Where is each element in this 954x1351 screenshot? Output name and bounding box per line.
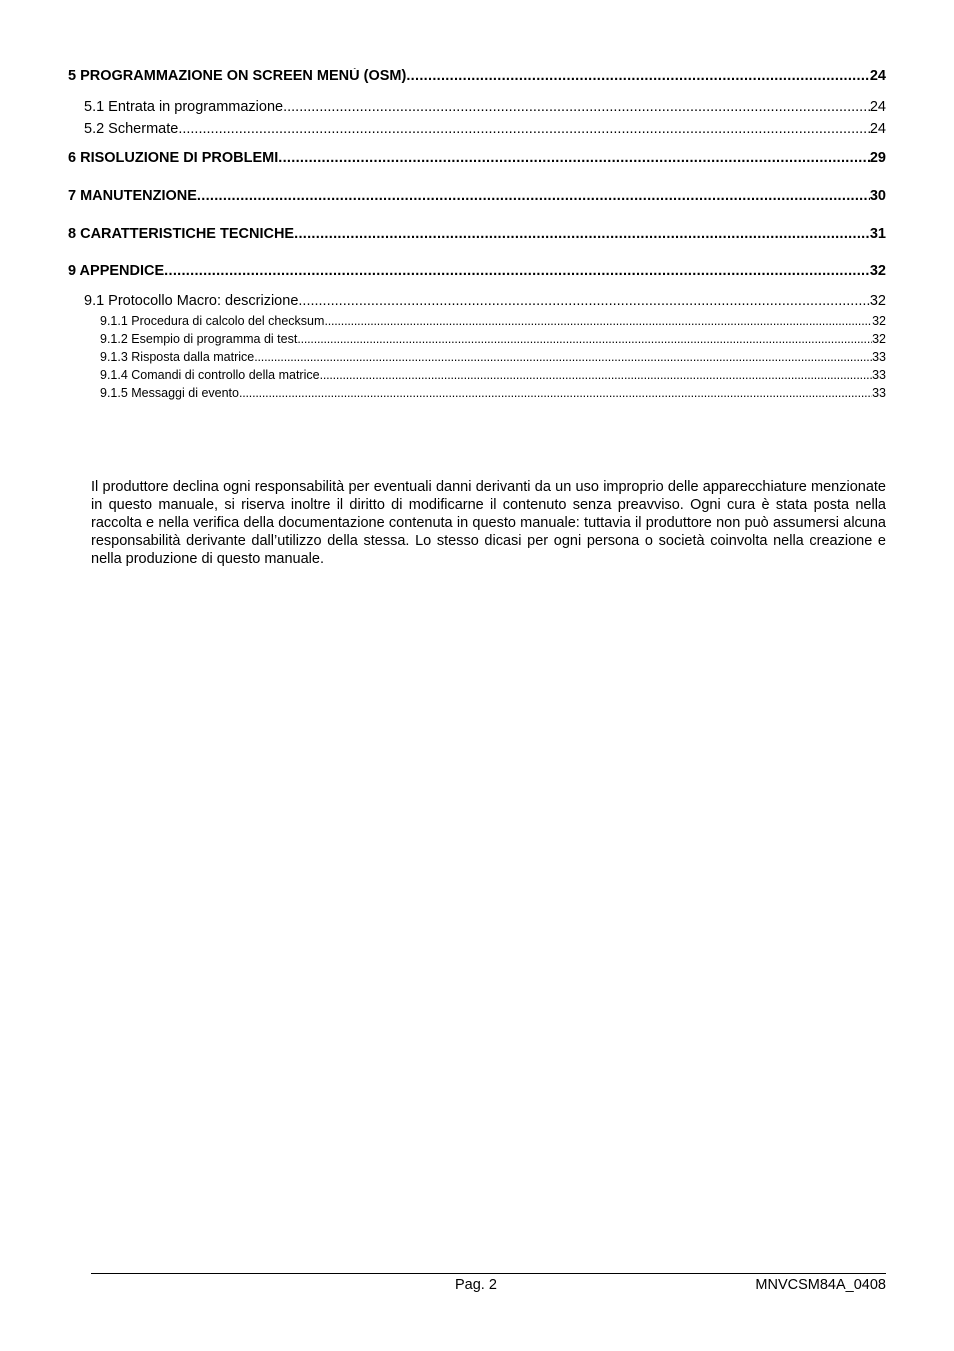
toc-entry[interactable] xyxy=(68,121,886,139)
toc-entry-page: 31 xyxy=(869,226,886,242)
toc-leader xyxy=(178,121,870,137)
disclaimer-paragraph: Il produttore declina ogni responsabilità per eventuali danni derivanti da un uso improprio delle apparecchiature menzionate in questo manuale, si riserva inoltre il diritto di modificarne il contenuto senza preavviso. Ogni cura è stata posta nella raccolta e nella verifica della documentazione contenuta in questo manuale: tuttavia il produttore non può assumersi alcuna responsabilità derivante dall’utilizzo della stessa. Lo stesso dicasi per ogni persona o società coinvolta nella creazione e nella produzione di questo manuale. xyxy=(91,479,886,567)
toc-entry-title: 9.1.1 Procedura di calcolo del checksum xyxy=(100,314,325,328)
toc-entry-page: 33 xyxy=(872,368,886,382)
toc-entry-page: 29 xyxy=(869,150,886,166)
toc-entry-page: 32 xyxy=(869,263,886,279)
table-of-contents xyxy=(68,68,886,402)
toc-leader xyxy=(278,150,870,166)
toc-entry-title: 9.1 Protocollo Macro: descrizione xyxy=(84,293,299,309)
toc-entry-title: 5.2 Schermate xyxy=(84,121,179,137)
toc-entry-title: 7 MANUTENZIONE xyxy=(68,188,197,204)
toc-leader xyxy=(406,68,870,84)
toc-entry-title: 9.1.3 Risposta dalla matrice xyxy=(100,350,255,364)
toc-entry-title: 6 RISOLUZIONE DI PROBLEMI xyxy=(68,150,279,166)
toc-entry-page: 32 xyxy=(872,314,886,328)
toc-entry-title: 9.1.5 Messaggi di evento xyxy=(100,386,239,400)
toc-leader xyxy=(164,263,870,279)
toc-entry[interactable] xyxy=(68,350,886,366)
toc-entry[interactable] xyxy=(68,226,886,244)
toc-entry-page: 24 xyxy=(869,68,886,84)
toc-entry[interactable] xyxy=(68,368,886,384)
toc-entry[interactable] xyxy=(68,150,886,168)
toc-entry-page: 33 xyxy=(872,386,886,400)
toc-entry[interactable] xyxy=(68,263,886,281)
toc-entry-page: 32 xyxy=(869,293,886,309)
footer-document-code: MNVCSM84A_0408 xyxy=(755,1277,886,1293)
toc-leader xyxy=(324,314,872,328)
footer-page-number: Pag. 2 xyxy=(455,1277,497,1293)
toc-entry[interactable] xyxy=(68,293,886,311)
toc-entry-page: 24 xyxy=(869,99,886,115)
toc-entry[interactable] xyxy=(68,332,886,348)
toc-entry[interactable] xyxy=(68,314,886,330)
toc-entry-title: 8 CARATTERISTICHE TECNICHE xyxy=(68,226,295,242)
toc-entry[interactable] xyxy=(68,188,886,206)
toc-entry-page: 32 xyxy=(872,332,886,346)
toc-leader xyxy=(239,386,872,400)
toc-leader xyxy=(298,293,869,309)
toc-entry[interactable] xyxy=(68,68,886,86)
toc-leader xyxy=(283,99,870,115)
toc-entry-title: 9.1.4 Comandi di controllo della matrice xyxy=(100,368,320,382)
footer-divider xyxy=(91,1273,886,1274)
toc-entry-title: 5.1 Entrata in programmazione xyxy=(84,99,284,115)
toc-leader xyxy=(197,188,870,204)
toc-entry-title: 9 APPENDICE xyxy=(68,263,165,279)
toc-entry-title: 9.1.2 Esempio di programma di test xyxy=(100,332,298,346)
toc-entry[interactable] xyxy=(68,99,886,117)
toc-entry-title: 5 PROGRAMMAZIONE ON SCREEN MENÙ (OSM) xyxy=(68,68,407,84)
toc-leader xyxy=(254,350,872,364)
toc-leader xyxy=(297,332,872,346)
toc-entry[interactable] xyxy=(68,386,886,402)
toc-entry-page: 24 xyxy=(869,121,886,137)
toc-leader xyxy=(294,226,870,242)
toc-entry-page: 30 xyxy=(869,188,886,204)
toc-entry-page: 33 xyxy=(872,350,886,364)
toc-leader xyxy=(320,368,873,382)
